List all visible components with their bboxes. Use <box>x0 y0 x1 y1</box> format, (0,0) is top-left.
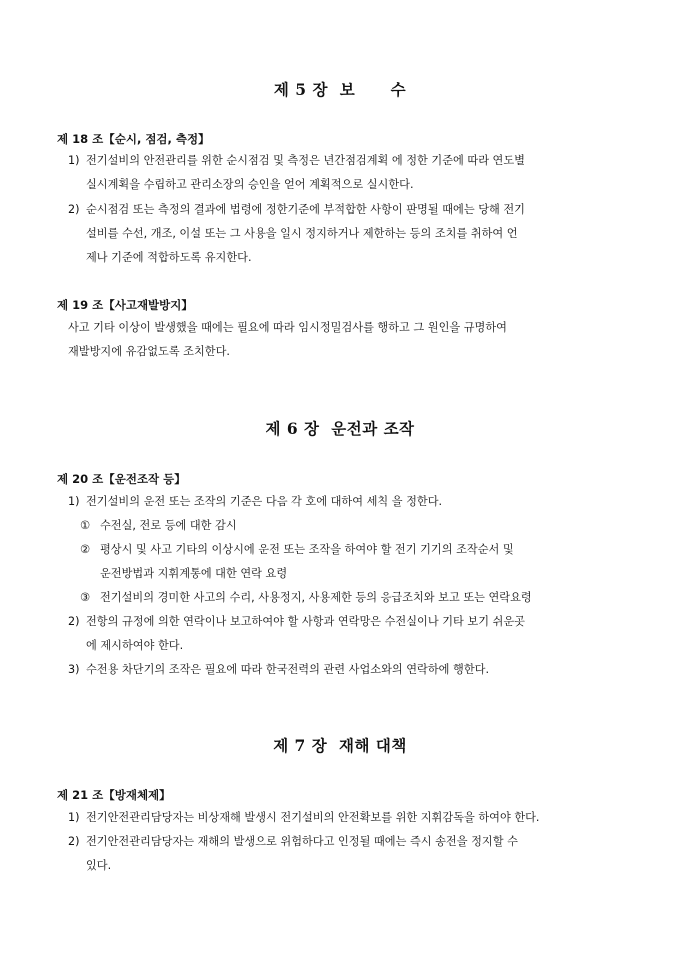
chapter-7-title: 제 7 장 재해 대책 <box>273 736 407 755</box>
item-marker: 1) <box>68 154 80 167</box>
article-20-subitem-2 <box>80 538 628 586</box>
article-21-heading: 제 21 조【방재체제】 <box>57 788 171 802</box>
article-20-item-1 <box>68 490 628 514</box>
article-20-item-3 <box>68 658 628 682</box>
item-text-line: 순시점검 또는 측정의 결과에 법령에 정한기준에 부적합한 사항이 판명될 때에는 당해 전기 <box>86 203 525 216</box>
subitem-marker: ③ <box>80 591 91 604</box>
subitem-marker: ① <box>80 519 91 532</box>
subitem-text-line: 운전방법과 지휘계통에 대한 연락 요령 <box>100 567 288 580</box>
item-text-line: 전항의 규정에 의한 연락이나 보고하여야 할 사항과 연락망은 수전실이나 기타 보기 쉬운곳 <box>86 615 525 628</box>
subitem-text-line: 수전실, 전로 등에 대한 감시 <box>100 519 237 532</box>
article-20-subitem-1 <box>80 514 628 538</box>
item-marker: 2) <box>68 615 80 628</box>
article-21-item-2 <box>68 830 628 878</box>
article-19-heading: 제 19 조【사고재발방지】 <box>57 298 193 312</box>
article-19-body <box>68 316 628 364</box>
body-text-line: 재발방지에 유감없도록 조치한다. <box>68 345 230 358</box>
subitem-text-line: 전기설비의 경미한 사고의 수리, 사용정지, 사용제한 등의 응급조치와 보고 또는 연락요령 <box>100 591 532 604</box>
item-marker: 1) <box>68 811 80 824</box>
article-18-item-2 <box>68 198 628 270</box>
item-text-line: 전기설비의 운전 또는 조작의 기준은 다음 각 호에 대하여 세칙 을 정한다. <box>86 495 443 508</box>
body-text-line: 사고 기타 이상이 발생했을 때에는 필요에 따라 임시정밀검사를 행하고 그 원인을 규명하여 <box>68 321 507 334</box>
item-text-line: 전기설비의 안전관리를 위한 순시점검 및 측정은 년간점검계획 에 정한 기준에 따라 연도별 <box>86 154 525 167</box>
item-text-line: 설비를 수선, 개조, 이설 또는 그 사용을 일시 정지하거나 제한하는 등의 조치를 취하여 언 <box>86 227 518 240</box>
article-18-heading: 제 18 조【순시, 점검, 측정】 <box>57 132 210 146</box>
item-text-line: 에 제시하여야 한다. <box>86 639 184 652</box>
item-text-line: 수전용 차단기의 조작은 필요에 따라 한국전력의 관련 사업소와의 연락하에 행한다. <box>86 663 490 676</box>
article-21-item-1 <box>68 806 628 830</box>
item-text-line: 제나 기준에 적합하도록 유지한다. <box>86 251 252 264</box>
item-text-line: 전기안전관리담당자는 비상재해 발생시 전기설비의 안전확보를 위한 지휘감독을 하여야 한다. <box>86 811 540 824</box>
chapter-6-title: 제 6 장 운전과 조작 <box>265 419 415 438</box>
article-18-item-1 <box>68 149 628 197</box>
subitem-text-line: 평상시 및 사고 기타의 이상시에 운전 또는 조작을 하여야 할 전기 기기의 조작순서 및 <box>100 543 514 556</box>
article-20-item-2 <box>68 610 628 658</box>
item-marker: 2) <box>68 203 80 216</box>
item-marker: 2) <box>68 835 80 848</box>
item-marker: 3) <box>68 663 80 676</box>
article-20-subitem-3 <box>80 586 628 610</box>
item-text-line: 전기안전관리담당자는 재해의 발생으로 위험하다고 인정될 때에는 즉시 송전을 정지할 수 <box>86 835 518 848</box>
subitem-marker: ② <box>80 543 91 556</box>
article-20-heading: 제 20 조【운전조작 등】 <box>57 472 186 486</box>
chapter-5-title: 제 5 장 보 수 <box>273 80 407 99</box>
item-text-line: 있다. <box>86 859 112 872</box>
item-marker: 1) <box>68 495 80 508</box>
item-text-line: 실시계획을 수립하고 관리소장의 승인을 얻어 계획적으로 실시한다. <box>86 178 414 191</box>
